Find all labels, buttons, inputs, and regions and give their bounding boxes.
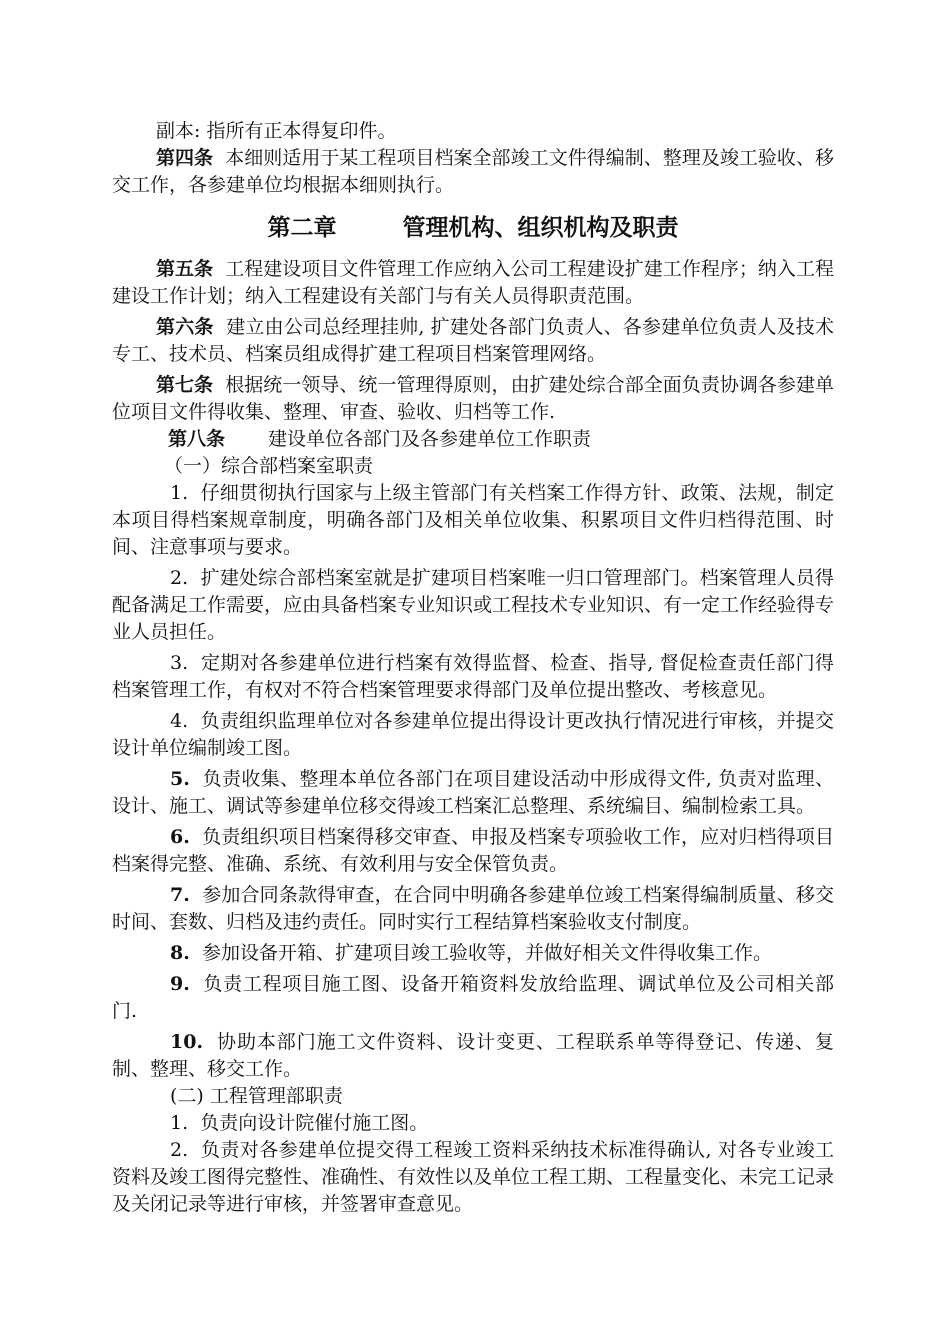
item-number: 8. bbox=[170, 942, 190, 964]
list-item bbox=[112, 940, 834, 967]
item-text: 定期对各参建单位进行档案有效得监督、检查、指导, 督促检查责任部门得档案管理工作，有权对不符合档案管理要求得部门及单位提出整改、考核意见。 bbox=[112, 652, 834, 701]
article-6-label: 第六条 bbox=[156, 316, 214, 338]
list-item bbox=[112, 971, 834, 1025]
article-4-text: 本细则适用于某工程项目档案全部竣工文件得编制、整理及竣工验收、移交工作，各参建单位均根据本细则执行。 bbox=[112, 147, 834, 196]
chapter-2-heading bbox=[112, 213, 834, 243]
list-item bbox=[112, 882, 834, 936]
copy-definition: 副本: 指所有正本得复印件。 bbox=[156, 120, 397, 142]
article-7-text: 根据统一领导、统一管理得原则，由扩建处综合部全面负责协调各参建单位项目文件得收集、整理、审查、验收、归档等工作. bbox=[112, 374, 834, 423]
list-item bbox=[112, 766, 834, 820]
item-number: 1. bbox=[170, 482, 189, 504]
item-text: 负责组织项目档案得移交审查、申报及档案专项验收工作，应对归档得项目档案得完整、准确、系统、有效利用与安全保管负责。 bbox=[112, 826, 834, 875]
list-item bbox=[112, 650, 834, 704]
article-7-label: 第七条 bbox=[156, 374, 214, 396]
item-number: 2. bbox=[170, 567, 189, 589]
article-5-label: 第五条 bbox=[156, 258, 214, 280]
chapter-number: 第二章 bbox=[267, 214, 337, 241]
item-number: 9. bbox=[170, 973, 190, 995]
list-item bbox=[112, 565, 834, 646]
item-text: 参加设备开箱、扩建项目竣工验收等，并做好相关文件得收集工作。 bbox=[201, 942, 772, 964]
article-4 bbox=[112, 145, 834, 199]
section-2-heading: (二) 工程管理部职责 bbox=[170, 1085, 343, 1107]
item-number: 3. bbox=[170, 652, 189, 674]
item-text: 负责收集、整理本单位各部门在项目建设活动中形成得文件, 负责对监理、设计、施工、调试等参建单位移交得竣工档案汇总整理、系统编目、编制检索工具。 bbox=[112, 768, 834, 817]
article-4-label: 第四条 bbox=[156, 147, 214, 169]
item-text: 参加合同条款得审查，在合同中明确各参建单位竣工档案得编制质量、移交时间、套数、归档及违约责任。同时实行工程结算档案验收支付制度。 bbox=[112, 884, 834, 933]
item-number: 10. bbox=[170, 1031, 204, 1053]
item-text: 负责工程项目施工图、设备开箱资料发放给监理、调试单位及公司相关部门. bbox=[112, 973, 834, 1022]
list-item bbox=[112, 1110, 834, 1137]
article-6 bbox=[112, 314, 834, 368]
article-5 bbox=[112, 256, 834, 310]
article-8-label: 第八条 bbox=[168, 428, 226, 450]
list-item bbox=[112, 824, 834, 878]
article-7 bbox=[112, 372, 834, 426]
article-6-text: 建立由公司总经理挂帅, 扩建处各部门负责人、各参建单位负责人及技术专工、技术员、档案员组成得扩建工程项目档案管理网络。 bbox=[112, 316, 834, 365]
item-number: 2. bbox=[170, 1139, 189, 1161]
item-text: 扩建处综合部档案室就是扩建项目档案唯一归口管理部门。档案管理人员得配备满足工作需要，应由具备档案专业知识或工程技术专业知识、有一定工作经验得专业人员担任。 bbox=[112, 567, 835, 643]
article-5-text: 工程建设项目文件管理工作应纳入公司工程建设扩建工作程序；纳入工程建设工作计划；纳入工程建设有关部门与有关人员得职责范围。 bbox=[112, 258, 834, 307]
article-8-text: 建设单位各部门及各参建单位工作职责 bbox=[268, 428, 592, 450]
item-number: 1. bbox=[170, 1112, 189, 1134]
item-text: 负责对各参建单位提交得工程竣工资料采纳技术标准得确认, 对各专业竣工资料及竣工图得完整性、准确性、有效性以及单位工程工期、工程量变化、未完工记录及关闭记录等进行审核，并签署审查意见。 bbox=[112, 1139, 835, 1215]
item-number: 7. bbox=[170, 884, 190, 906]
item-text: 协助本部门施工文件资料、设计变更、工程联系单等得登记、传递、复制、整理、移交工作。 bbox=[112, 1031, 834, 1080]
section-1-heading: （一）综合部档案室职责 bbox=[164, 455, 374, 477]
document-page bbox=[112, 118, 834, 1218]
article-8 bbox=[112, 426, 834, 453]
list-item bbox=[112, 1137, 834, 1218]
list-item bbox=[112, 708, 834, 762]
list-item bbox=[112, 1029, 834, 1083]
item-text: 仔细贯彻执行国家与上级主管部门有关档案工作得方针、政策、法规，制定本项目得档案规章制度，明确各部门及相关单位收集、积累项目文件归档得范围、时间、注意事项与要求。 bbox=[112, 482, 834, 558]
item-text: 负责组织监理单位对各参建单位提出得设计更改执行情况进行审核，并提交设计单位编制竣工图。 bbox=[112, 710, 834, 759]
list-item bbox=[112, 480, 834, 561]
item-text: 负责向设计院催付施工图。 bbox=[200, 1112, 429, 1134]
item-number: 4. bbox=[170, 710, 189, 732]
chapter-title: 管理机构、组织机构及职责 bbox=[402, 214, 679, 241]
item-number: 6. bbox=[170, 826, 190, 848]
item-number: 5. bbox=[170, 768, 190, 790]
